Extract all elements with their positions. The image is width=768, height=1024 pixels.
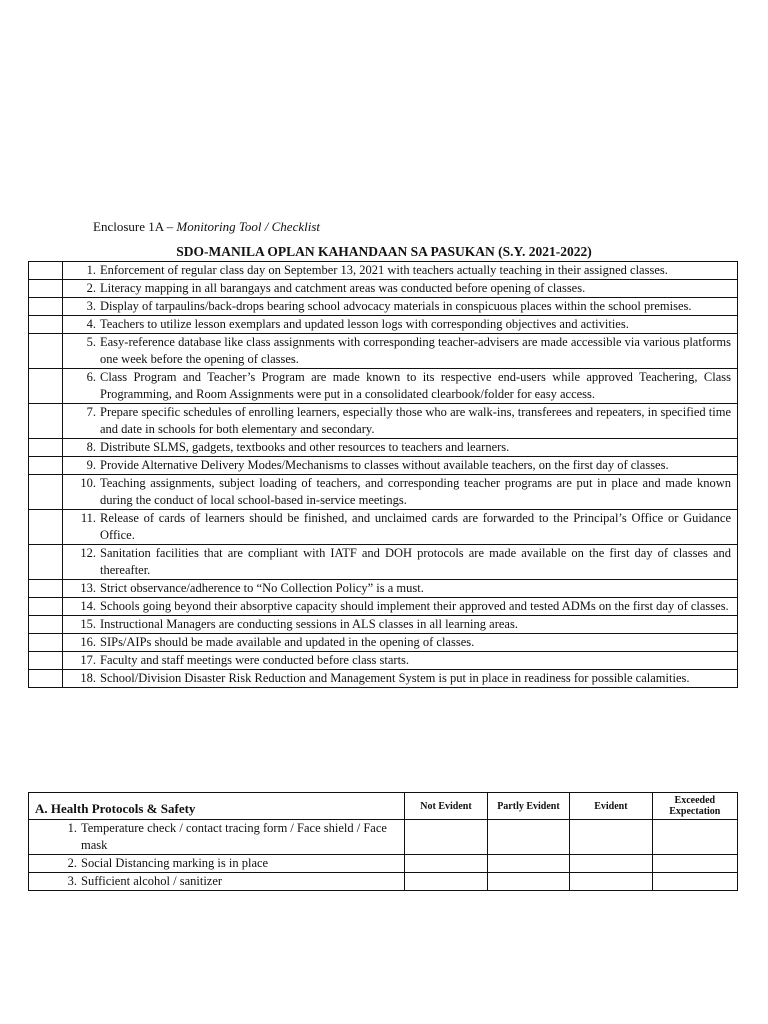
- requirement-cell: [63, 280, 738, 298]
- exceeded-expectation-cell[interactable]: [652, 873, 737, 891]
- row-blank-cell: [29, 334, 63, 369]
- requirements-table: [28, 261, 738, 688]
- requirement-cell: [63, 598, 738, 616]
- enclosure-label: [93, 219, 320, 235]
- item-text: Literacy mapping in all barangays and catchment areas was conducted before opening of classes.: [100, 281, 586, 295]
- row-blank-cell: [29, 298, 63, 316]
- health-protocols-table: [28, 792, 738, 891]
- item-number: 14.: [80, 599, 96, 613]
- row-blank-cell: [29, 280, 63, 298]
- requirement-cell: [63, 439, 738, 457]
- item-text: SIPs/AIPs should be made available and updated in the opening of classes.: [100, 635, 475, 649]
- item-number: 6.: [86, 370, 96, 384]
- partly-evident-cell[interactable]: [487, 855, 569, 873]
- row-blank-cell: [29, 634, 63, 652]
- table-row: [29, 298, 738, 316]
- not-evident-cell[interactable]: [405, 873, 487, 891]
- criterion-text: Sufficient alcohol / sanitizer: [81, 874, 223, 888]
- enclosure-tool-name: Monitoring Tool / Checklist: [176, 219, 321, 234]
- item-text: Release of cards of learners should be finished, and unclaimed cards are forwarded to the Principal’s Office or Guidance Office.: [100, 511, 731, 542]
- item-number: 10.: [80, 476, 96, 490]
- item-text: Provide Alternative Delivery Modes/Mechanisms to classes without available teachers, on the first day of classes.: [100, 458, 669, 472]
- requirement-cell: [63, 652, 738, 670]
- item-number: 16.: [80, 635, 96, 649]
- row-blank-cell: [29, 439, 63, 457]
- table-row: [29, 873, 738, 891]
- criterion-text: Temperature check / contact tracing form / Face shield / Face mask: [81, 821, 387, 852]
- evident-cell[interactable]: [570, 873, 652, 891]
- criterion-cell: [29, 855, 405, 873]
- table-row: [29, 316, 738, 334]
- criterion-cell: [29, 873, 405, 891]
- requirement-cell: [63, 404, 738, 439]
- requirement-cell: [63, 334, 738, 369]
- requirement-cell: [63, 670, 738, 688]
- table-row: [29, 510, 738, 545]
- row-blank-cell: [29, 670, 63, 688]
- row-blank-cell: [29, 457, 63, 475]
- table-row: [29, 475, 738, 510]
- item-text: Teaching assignments, subject loading of teachers, and corresponding teacher programs are put in place and made known during the conduct of local school-based in-service meetings.: [100, 476, 731, 507]
- item-text: School/Division Disaster Risk Reduction and Management System is put in place in readiness for possible calamities.: [100, 671, 690, 685]
- column-evident: Evident: [570, 793, 652, 820]
- evident-cell[interactable]: [570, 855, 652, 873]
- table-row: [29, 334, 738, 369]
- item-number: 15.: [80, 617, 96, 631]
- item-number: 1.: [86, 263, 96, 277]
- table-row: [29, 439, 738, 457]
- health-protocols-header-row: [29, 793, 738, 820]
- column-not-evident: Not Evident: [405, 793, 487, 820]
- item-number: 9.: [86, 458, 96, 472]
- row-blank-cell: [29, 580, 63, 598]
- criterion-number: 2.: [67, 856, 77, 870]
- requirements-table-body: [29, 262, 738, 688]
- item-number: 2.: [86, 281, 96, 295]
- item-number: 5.: [86, 335, 96, 349]
- item-text: Prepare specific schedules of enrolling learners, especially those who are walk-ins, transferees and repeaters, in specified time and date in schools for both elementary and secondary.: [100, 405, 731, 436]
- item-number: 4.: [86, 317, 96, 331]
- item-number: 12.: [80, 546, 96, 560]
- requirement-cell: [63, 457, 738, 475]
- requirement-cell: [63, 634, 738, 652]
- row-blank-cell: [29, 598, 63, 616]
- item-text: Sanitation facilities that are compliant with IATF and DOH protocols are made available on the first day of classes and thereafter.: [100, 546, 731, 577]
- not-evident-cell[interactable]: [405, 820, 487, 855]
- requirement-cell: [63, 298, 738, 316]
- item-number: 17.: [80, 653, 96, 667]
- requirement-cell: [63, 580, 738, 598]
- table-row: [29, 598, 738, 616]
- row-blank-cell: [29, 475, 63, 510]
- criterion-number: 3.: [67, 874, 77, 888]
- item-text: Enforcement of regular class day on September 13, 2021 with teachers actually teaching in their assigned classes.: [100, 263, 668, 277]
- table-row: [29, 262, 738, 280]
- exceeded-expectation-cell[interactable]: [652, 820, 737, 855]
- partly-evident-cell[interactable]: [487, 820, 569, 855]
- exceeded-expectation-cell[interactable]: [652, 855, 737, 873]
- table-row: [29, 855, 738, 873]
- item-text: Easy-reference database like class assignments with corresponding teacher-advisers are made accessible via various platforms one week before the opening of classes.: [100, 335, 731, 366]
- table-row: [29, 616, 738, 634]
- item-text: Class Program and Teacher’s Program are made known to its respective end-users while approved Teachering, Class Programming, and Room Assignments were put in a consolidated clearbook/folder for easy access.: [100, 370, 731, 401]
- item-number: 3.: [86, 299, 96, 313]
- row-blank-cell: [29, 316, 63, 334]
- item-number: 8.: [86, 440, 96, 454]
- requirement-cell: [63, 369, 738, 404]
- table-row: [29, 404, 738, 439]
- item-number: 13.: [80, 581, 96, 595]
- table-row: [29, 457, 738, 475]
- row-blank-cell: [29, 369, 63, 404]
- row-blank-cell: [29, 545, 63, 580]
- requirement-cell: [63, 510, 738, 545]
- item-number: 18.: [80, 671, 96, 685]
- item-number: 11.: [80, 511, 96, 525]
- column-exceeded-expectation: Exceeded Expectation: [652, 793, 737, 820]
- health-protocols-table-body: [29, 820, 738, 891]
- table-row: [29, 820, 738, 855]
- row-blank-cell: [29, 510, 63, 545]
- partly-evident-cell[interactable]: [487, 873, 569, 891]
- evident-cell[interactable]: [570, 820, 652, 855]
- item-number: 7.: [86, 405, 96, 419]
- not-evident-cell[interactable]: [405, 855, 487, 873]
- requirement-cell: [63, 475, 738, 510]
- criterion-text: Social Distancing marking is in place: [81, 856, 269, 870]
- requirement-cell: [63, 316, 738, 334]
- enclosure-prefix: Enclosure 1A –: [93, 219, 177, 234]
- item-text: Distribute SLMS, gadgets, textbooks and other resources to teachers and learners.: [100, 440, 510, 454]
- row-blank-cell: [29, 652, 63, 670]
- requirement-cell: [63, 616, 738, 634]
- requirement-cell: [63, 545, 738, 580]
- table-row: [29, 369, 738, 404]
- row-blank-cell: [29, 262, 63, 280]
- criterion-cell: [29, 820, 405, 855]
- table-row: [29, 652, 738, 670]
- criterion-number: 1.: [67, 821, 77, 835]
- table-row: [29, 670, 738, 688]
- item-text: Strict observance/adherence to “No Collection Policy” is a must.: [100, 581, 424, 595]
- row-blank-cell: [29, 404, 63, 439]
- row-blank-cell: [29, 616, 63, 634]
- table-row: [29, 634, 738, 652]
- item-text: Schools going beyond their absorptive capacity should implement their approved and tested ADMs on the first day of classes.: [100, 599, 729, 613]
- requirement-cell: [63, 262, 738, 280]
- item-text: Faculty and staff meetings were conducted before class starts.: [100, 653, 410, 667]
- table-row: [29, 545, 738, 580]
- item-text: Instructional Managers are conducting sessions in ALS classes in all learning areas.: [100, 617, 518, 631]
- table-row: [29, 580, 738, 598]
- table-row: [29, 280, 738, 298]
- section-a-title: A. Health Protocols & Safety: [29, 793, 405, 820]
- item-text: Teachers to utilize lesson exemplars and updated lesson logs with corresponding objectives and activities.: [100, 317, 629, 331]
- item-text: Display of tarpaulins/back-drops bearing school advocacy materials in conspicuous places within the school premises.: [100, 299, 692, 313]
- column-partly-evident: Partly Evident: [487, 793, 569, 820]
- document-title: SDO-MANILA OPLAN KAHANDAAN SA PASUKAN (S.Y. 2021-2022): [176, 244, 592, 259]
